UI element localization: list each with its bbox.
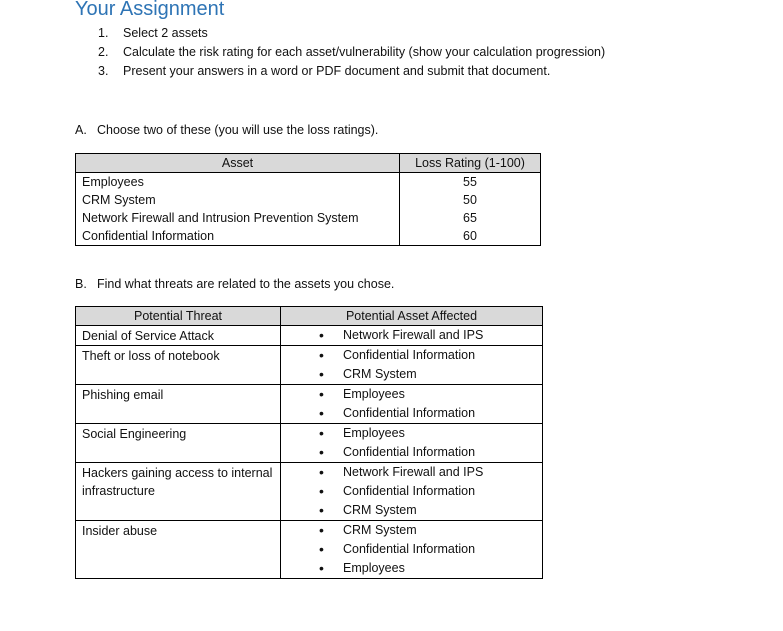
table-row (76, 209, 541, 227)
column-header-threat: Potential Threat (76, 307, 281, 326)
step-number: 2. (98, 45, 109, 59)
step-item (98, 43, 605, 62)
section-text: Find what threats are related to the assets you chose. (97, 277, 395, 291)
section-text: Choose two of these (you will use the loss ratings). (97, 123, 379, 137)
affected-asset: • Confidential Information (287, 443, 536, 462)
step-text: Select 2 assets (123, 26, 208, 40)
affected-cell (281, 326, 543, 346)
threat-table (75, 306, 543, 579)
affected-asset: • Employees (287, 385, 536, 404)
rating-cell: 55 (400, 173, 541, 192)
affected-asset: • Confidential Information (287, 540, 536, 559)
threat-cell: Insider abuse (76, 521, 281, 579)
asset-loss-table (75, 153, 541, 246)
affected-asset: • Confidential Information (287, 482, 536, 501)
column-header-asset: Asset (76, 154, 400, 173)
column-header-affected: Potential Asset Affected (281, 307, 543, 326)
table-row (76, 326, 543, 346)
table-row (76, 385, 543, 424)
rating-cell: 60 (400, 227, 541, 246)
table-row (76, 227, 541, 246)
column-header-rating: Loss Rating (1-100) (400, 154, 541, 173)
rating-cell: 65 (400, 209, 541, 227)
asset-cell: Network Firewall and Intrusion Prevention System (76, 209, 400, 227)
step-item (98, 24, 605, 43)
affected-asset: • Confidential Information (287, 404, 536, 423)
affected-asset: • Network Firewall and IPS (287, 326, 536, 345)
threat-cell: Phishing email (76, 385, 281, 424)
asset-cell: Confidential Information (76, 227, 400, 246)
affected-asset: • Network Firewall and IPS (287, 463, 536, 482)
affected-cell (281, 463, 543, 521)
table-row (76, 521, 543, 579)
threat-cell: Theft or loss of notebook (76, 346, 281, 385)
table-header-row (76, 154, 541, 173)
step-item (98, 62, 605, 81)
asset-cell: Employees (76, 173, 400, 192)
affected-asset: • Employees (287, 559, 536, 578)
step-number: 1. (98, 26, 109, 40)
affected-cell (281, 385, 543, 424)
threat-cell: Social Engineering (76, 424, 281, 463)
affected-cell (281, 424, 543, 463)
affected-asset: • Employees (287, 424, 536, 443)
page-title: Your Assignment (75, 0, 225, 20)
section-letter: A. (75, 123, 87, 137)
section-letter: B. (75, 277, 87, 291)
asset-cell: CRM System (76, 191, 400, 209)
step-text: Present your answers in a word or PDF document and submit that document. (123, 64, 551, 78)
assignment-steps (98, 24, 605, 81)
threat-cell: Denial of Service Attack (76, 326, 281, 346)
threat-cell: Hackers gaining access to internal infrastructure (76, 463, 281, 521)
table-row (76, 191, 541, 209)
affected-asset: • CRM System (287, 501, 536, 520)
table-row (76, 173, 541, 192)
table-header-row (76, 307, 543, 326)
affected-asset: • CRM System (287, 365, 536, 384)
affected-cell (281, 521, 543, 579)
table-row (76, 463, 543, 521)
affected-cell (281, 346, 543, 385)
affected-asset: • Confidential Information (287, 346, 536, 365)
table-row (76, 424, 543, 463)
section-b-heading (75, 277, 394, 291)
table-row (76, 346, 543, 385)
step-text: Calculate the risk rating for each asset/vulnerability (show your calculation progression) (123, 45, 606, 59)
step-number: 3. (98, 64, 109, 78)
affected-asset: • CRM System (287, 521, 536, 540)
section-a-heading (75, 123, 378, 137)
rating-cell: 50 (400, 191, 541, 209)
